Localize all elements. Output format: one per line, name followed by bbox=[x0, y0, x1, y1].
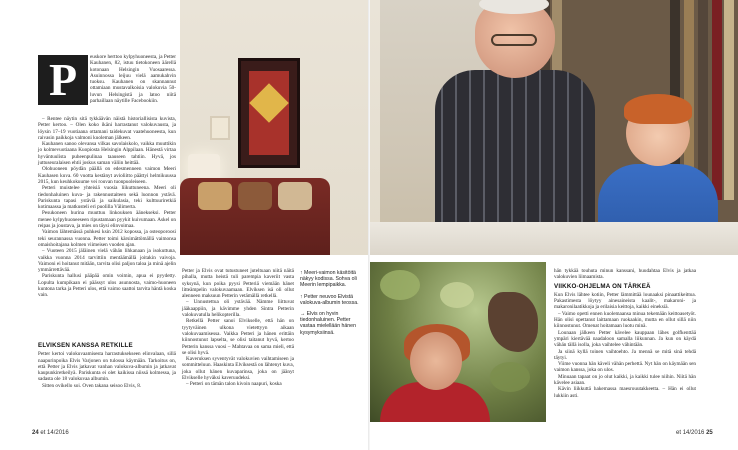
caption-arrow: ↑ bbox=[300, 293, 303, 300]
section-heading: ELVIKSEN KANSSA RETKILLE bbox=[38, 342, 133, 349]
paragraph: Olohuoneen pöydän päällä on edesmenneen vaimon Meeri Kauhasen kuva. 60 vuotta kestänyt avioliitto päättyi helmikuussa 2015, kun keuhkokuume vei rouvan tuonpuoleiseen. bbox=[38, 166, 176, 185]
wall-rug bbox=[238, 58, 300, 168]
boy-hair bbox=[624, 94, 692, 124]
caption bbox=[300, 270, 366, 289]
paragraph: Viime vuonna hän käveli vähän perhettä. Nyt hän on käymään sen vaimon kanssa, joka on ulos. bbox=[554, 361, 696, 374]
page-number: 24 bbox=[32, 430, 39, 436]
paragraph: Kävin liikkuttä hakemassa maesrouutakkeetta. – Hän ei ollut lukkiin asti. bbox=[554, 386, 696, 399]
woman-face bbox=[410, 332, 462, 390]
paragraph: hän tykkää touhuta minun kanssani, huudahtaa Elvis ja jatkaa valokuvien liimaamista. bbox=[554, 268, 696, 281]
paragraph: Petter ja Elvis ovat tutustuneet juteltuaan niitä näitä pihalla, mutta heistä tuli parempia kaveriit vasta syksynä, kun poika pyysi Petteriä viemään hänet litteämpelin valokuvaamaan. Elviksen isä oli ollut alenneen maksuun Petterin vetämällä retkellä. bbox=[182, 268, 294, 300]
magazine-name: et bbox=[40, 430, 46, 436]
column-3 bbox=[554, 268, 696, 399]
woman-portrait-photo bbox=[370, 262, 546, 422]
caption-text: Meeri-vaimon käsitöitä näkyy kodissa. Sohva oli Meerin lempipaikka. bbox=[300, 270, 357, 289]
cushion bbox=[278, 182, 312, 210]
caption-arrow: → bbox=[300, 311, 306, 318]
column-1-lower bbox=[38, 340, 176, 389]
hero-photo bbox=[180, 0, 738, 255]
issue-number: 14/2016 bbox=[47, 430, 69, 436]
cushion bbox=[238, 182, 272, 210]
photo-captions bbox=[300, 270, 366, 341]
column-2 bbox=[182, 268, 294, 388]
paragraph: – Unnustettua oli ystävää. Nämme liittuvat jääkaappiin, ja kävimme yhden Sintra Petterin valokuvatulla helikopterilla. bbox=[182, 299, 294, 319]
paragraph: – Vaimo opetti ennen kuolemaansa minua tekemään keittoasetyöt. Hän olisi opettanut laittamaan ruokaakin, mutta en ollut sillä niin kiinnostunut. Omenat hoitamaan luotu minä. bbox=[554, 310, 696, 330]
paragraph: Petter kertoi valokuvaamisesta harrastuksekseen elinvalaan, sillä naapurinpoika Elvis Varjonen on tulossa käymään. Tarkoitus on, että Petter ja Elvis jatkavat vanhan valokuva-albumin ja jatkavat kaupunkiretkeilyä. Pariskunta ei olet kaikissa niissä kolmessa, ja sadasta ole 18 valokuvaa albumin. bbox=[38, 351, 176, 383]
caption bbox=[300, 294, 366, 306]
page-footer-right bbox=[676, 430, 713, 436]
elderly-man-figure bbox=[435, 0, 595, 255]
caption-text: Petter neuvoo Elvistä valokuva-albumin teossa. bbox=[300, 293, 359, 306]
paragraph: Pariskunta hallusi pääpää omin voimin, apua ei pyydetty. Lopulta kumpikaan ei päässyt ulos asunnosta, vaimo-huoneen kuntona tarka ja Petteri ulos, että vaimo saattoi tarvita häntä koska vain. bbox=[38, 273, 176, 299]
paragraph: Minuaan tapaat on jo olut kaikki, ja kaikki tulee niihin. Niitä hän kävelee asiaan. bbox=[554, 373, 696, 387]
paragraph: Petteri muistelee yhteisiä vuosia liikuttuneena. Meeri oli tiedonhaluinen kuva- ja rakennustaiteen sekä luonnon ystävä. Pariskunta tapasi ystäviä ja saikulasia, teki kulttuuriretkiä kotimaassa ja matkusteli eri puolilla Välimerta. bbox=[38, 185, 176, 211]
column-1 bbox=[38, 116, 176, 299]
paragraph: – Vuoteen 2015 jäläinen vielä vähän lihkanaan ja isokuttuna, vaikka vuonna 2014 tarvittiin mentäämällä joitakin vaivoja. Vaimoni ei hoitanut mitään, tarvita olisi paljon taloa ja minä ajelin ymmärrettävää. bbox=[38, 248, 176, 274]
table-surface bbox=[370, 222, 738, 255]
paragraph: Kun Elvis lähtee kotiin, Petter lämmittää lounaaksi pinaattikeittoa. Pakastimesta löytyy ainesaineista kaalit-, makaroni- ja makaronilaatikkoja ja erilaisia keittoja, kaikki eineksiä. bbox=[554, 291, 696, 311]
intro-text bbox=[90, 54, 176, 104]
paragraph: Lounaan jälkeen Petter kävelee kauppaan lähes golfkenttää ympäri kiertävää naadaloon samalla liikunnan. Ja kun on käydä vähän tällä isolla, joka vaihtelee vähintään. bbox=[554, 329, 696, 349]
caption bbox=[300, 311, 366, 336]
page-footer-left bbox=[32, 430, 69, 436]
glasses bbox=[491, 34, 537, 46]
hand bbox=[488, 292, 538, 352]
paragraph: Sitten ovikello soi. Oven takana seisoo Elvis, 8. bbox=[42, 382, 142, 389]
paragraph: – Rentee näytin sitä tykkäävän näistä historiallisista kuvista, Petter kertoo. – Olen koko ikäni harrastanut valokuvausta, ja löysin 17–19 vuotiaana ottamani taidekuvat vaatehuoneesta, kun raivasin paikkoja valmoni kuoleman jälkeen. bbox=[38, 116, 176, 141]
small-picture-frame bbox=[210, 116, 230, 140]
caption-arrow: ↑ bbox=[300, 270, 303, 276]
paragraph: Vaimon lähtemässä puhkesi ksin 2012 kopossa, ja osteoporoosi teki seurannassa vuonna. Petter toimi kärsimättömällä vaimonsa omaishoitajana kolmen viimeisen vuoden ajan. bbox=[38, 229, 176, 248]
paragraph: Kaveruksen syventyvät valokuvien vaihtamiseen ja sommitteluun. Haaskinta Elviksestä on lähtenyt kuva, joka ollut hänen kuvaparinsa, joka on jäänyt Elvikselle hyväksi kaveruudeksi. bbox=[182, 356, 294, 382]
caption-text: Elvis on hyvin tiedonhaluinen. Petter vastaa mielellään hänen kysymyksiinsä. bbox=[300, 311, 356, 336]
intro-paragraph: euskore herttoo kylpyhuoneesta, ja Petter Kauhanen, 82, istuu tietokoneen äärellä kotonaan Helsingin Vuosaaressa. Asuinnossa leijuu vielä aamukahvin tuoksu. Kauhanen on skannannut ottamiaan mustavalkoisia valokuvia 50-luvun Helsingistä ja latoo niitä parhaillaan näytille Facebookiin. bbox=[90, 54, 176, 105]
cushion bbox=[198, 182, 232, 210]
paragraph: Pesukoneen hurina muuttuu linkouksen äänekseksi. Petter menee kylpyhuoneeseen ripustamaan pyykit kuivumaan. Askel on reipas ja joustava, ja mies on täysi elinvoimaa. bbox=[38, 210, 176, 230]
paragraph: Retkellä Petter sanoi Elvikselle, että hän on tyytyväinen ulkona vietettyyn aikaan valokuvaamisessa. Vaikka Petteri ja hänen erittäin kiinnostunut lapselta, se olisi taitanut hyvä, kertoo Petterin kanssa vuosi – Mahtavaa on sama mieli, että se olisi hyvä. bbox=[182, 318, 294, 356]
issue-number: 14/2016 bbox=[682, 430, 705, 436]
paragraph: Ja siinä kyllä toinen vaihtoehto. Ja mennä se mitä sinä tehdä täytyi. bbox=[554, 348, 696, 361]
magazine-name: et bbox=[676, 430, 682, 436]
paragraph: Kauhanen sanoo olevansa vilkas savolaiskolo, vaikka muuttikin jo kolmevuotiaana Kuopiosta Helsingin Alppilaan. Hänestä virtaa hyväntuulista puheenpulinaa taauseen tahtiin. Hyvä, jos juttuseuralaisen ehtii joskus saman väliin heittää. bbox=[38, 141, 176, 167]
page-number: 25 bbox=[706, 430, 713, 436]
paragraph: – Petteri on tämän talon kivoin naapuri, koska bbox=[186, 381, 282, 388]
drop-cap: P bbox=[38, 55, 88, 105]
section-heading: VIIKKO-OHJELMA ON TÄRKEÄ bbox=[554, 282, 651, 290]
